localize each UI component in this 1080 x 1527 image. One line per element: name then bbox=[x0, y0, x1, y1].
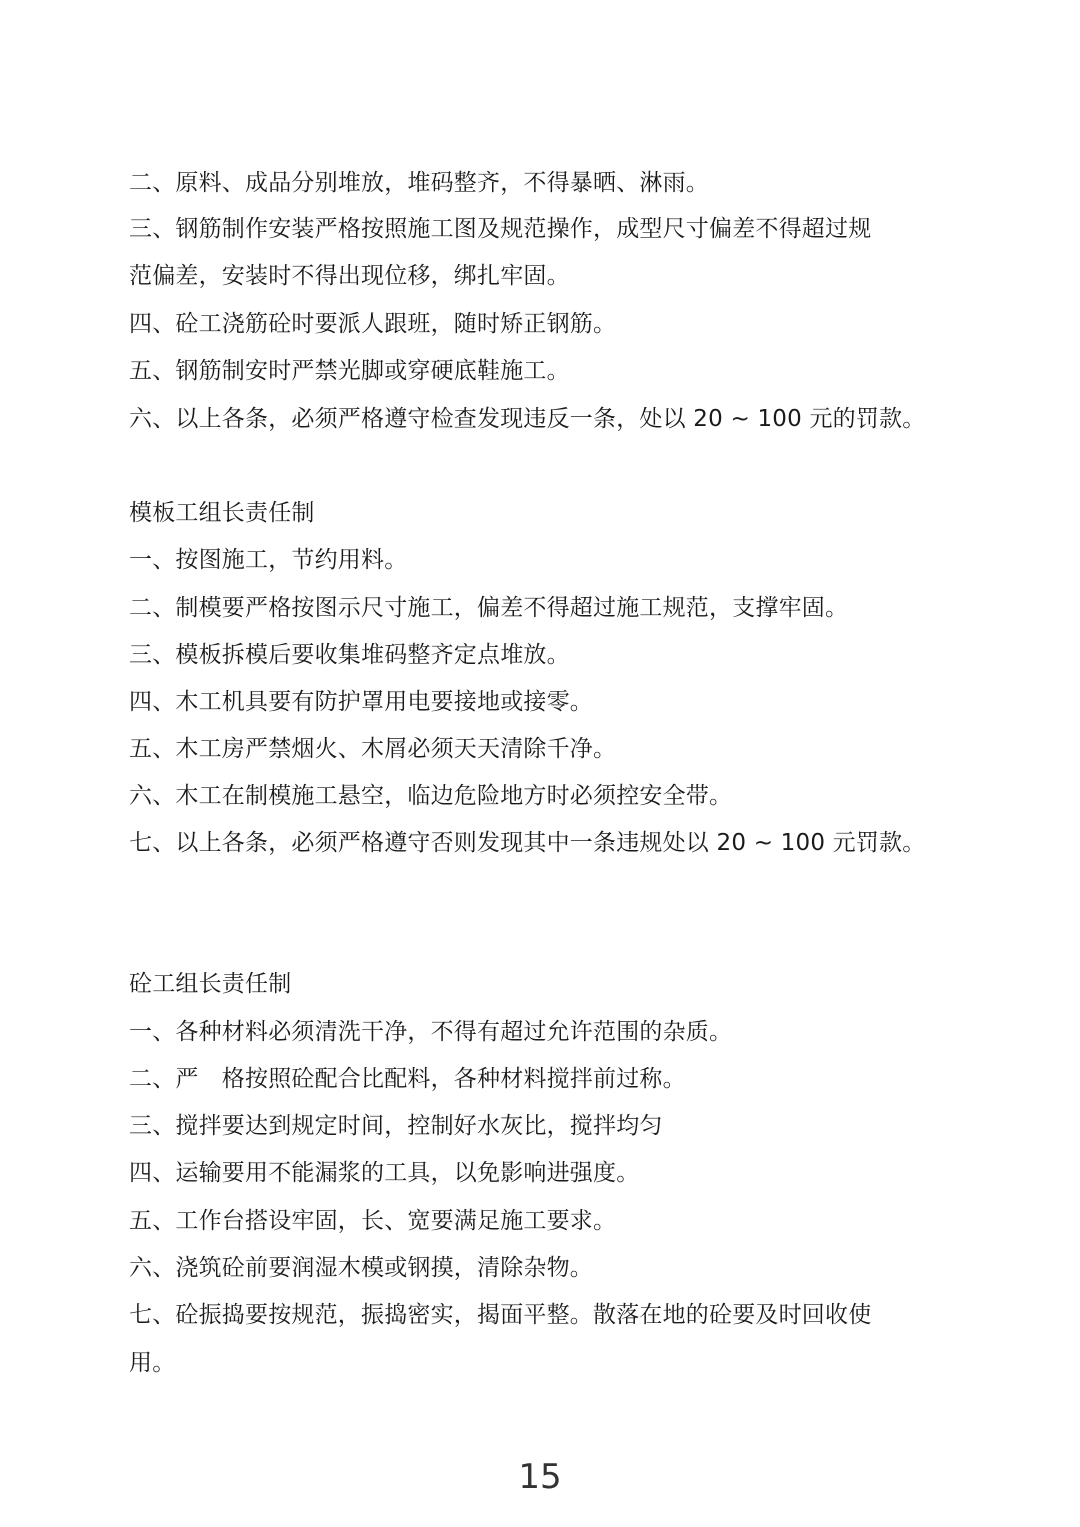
section1-item-3: 三、钢筋制作安装严格按照施工图及规范操作，成型尺寸偏差不得超过规 bbox=[129, 216, 872, 242]
section3-item-7-cont: 用。 bbox=[129, 1350, 176, 1376]
section3-item-5: 五、工作台搭设牢固，长、宽要满足施工要求。 bbox=[129, 1208, 617, 1234]
section2-item-2: 二、制模要严格按图示尺寸施工，偏差不得超过施工规范，支撑牢固。 bbox=[129, 595, 849, 621]
section3-item-2: 二、严 格按照砼配合比配料，各种材料搅拌前过称。 bbox=[129, 1066, 686, 1092]
section1-item-3-cont: 范偏差，安装时不得出现位移，绑扎牢固。 bbox=[129, 263, 570, 289]
section2-item-5: 五、木工房严禁烟火、木屑必须天天清除千净。 bbox=[129, 736, 617, 762]
section2-item-6: 六、木工在制模施工悬空，临边危险地方时必须控安全带。 bbox=[129, 783, 733, 809]
section2-item-1: 一、按图施工，节约用料。 bbox=[129, 547, 408, 573]
section3-item-1: 一、各种材料必须清洗干净，不得有超过允许范围的杂质。 bbox=[129, 1019, 733, 1045]
section3-item-7: 七、砼振捣要按规范，振捣密实，揭面平整。散落在地的砼要及时回收使 bbox=[129, 1302, 872, 1328]
section3-item-4: 四、运输要用不能漏浆的工具，以免影响进强度。 bbox=[129, 1160, 640, 1186]
section2-item-3: 三、模板拆模后要收集堆码整齐定点堆放。 bbox=[129, 642, 570, 668]
section1-item-4: 四、砼工浇筋砼时要派人跟班，随时矫正钢筋。 bbox=[129, 311, 617, 337]
section1-item-2: 二、原料、成品分别堆放，堆码整齐，不得暴晒、淋雨。 bbox=[129, 170, 709, 196]
section2-item-7: 七、以上各条，必须严格遵守否则发现其中一条违规处以 20 ~ 100 元罚款。 bbox=[129, 830, 926, 856]
section1-item-6: 六、以上各条，必须严格遵守检查发现违反一条，处以 20 ~ 100 元的罚款。 bbox=[129, 406, 926, 432]
section3-item-6: 六、浇筑砼前要润湿木模或钢摸，清除杂物。 bbox=[129, 1255, 593, 1281]
section2-item-4: 四、木工机具要有防护罩用电要接地或接零。 bbox=[129, 689, 593, 715]
section2-title: 模板工组长责任制 bbox=[129, 500, 315, 526]
page-number: 15 bbox=[518, 1457, 562, 1497]
section3-item-3: 三、搅拌要达到规定时间，控制好水灰比，搅拌均匀 bbox=[129, 1113, 663, 1139]
section1-item-5: 五、钢筋制安时严禁光脚或穿硬底鞋施工。 bbox=[129, 358, 570, 384]
section3-title: 砼工组长责任制 bbox=[129, 971, 292, 997]
